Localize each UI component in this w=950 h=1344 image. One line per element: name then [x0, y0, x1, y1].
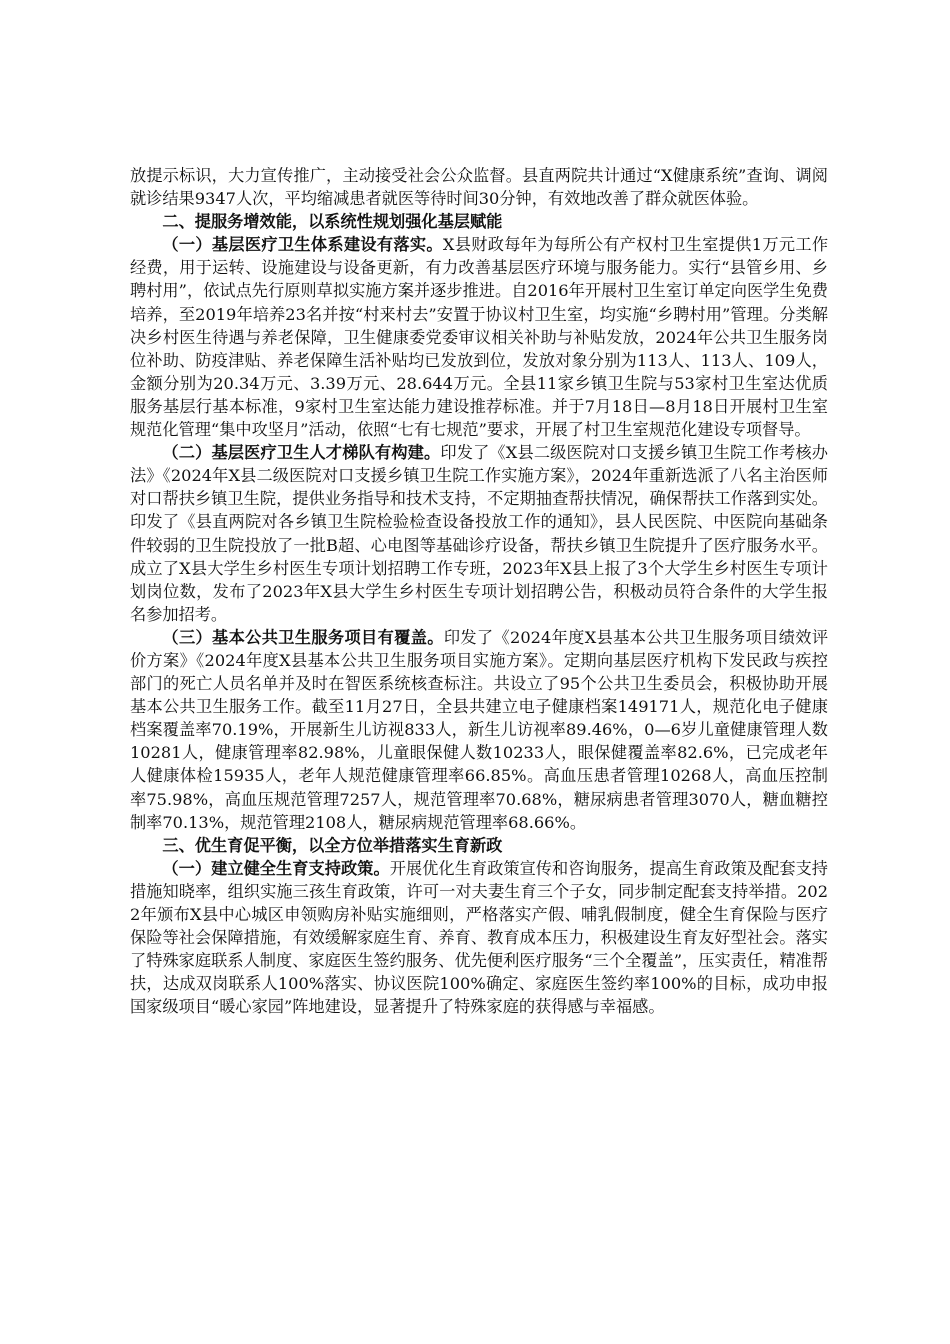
section-heading-2: 二、提服务增效能，以系统性规划强化基层赋能: [162, 212, 503, 232]
subsection-2-body: 印发了《X县二级医院对口支援乡镇卫生院工作考核办法》《2024年X县二级医院对口支援乡镇卫生院工作实施方案》，2024年重新选派了八名主治医师对口帮扶乡镇卫生院，提供业务指导和技术支持，不定期抽查帮扶情况，确保帮扶工作落到实处。印发了《县直两院对各乡镇卫生院检验检查设备投放工作的通知》，县人民医院、中医院向基础条件较弱的卫生院投放了一批B超、心电图等基础诊疗设备，帮扶乡镇卫生院提升了医疗服务水平。成立了X县大学生乡村医生专项计划招聘工作专班，2023年X县上报了3个大学生乡村医生专项计划岗位数，发布了2023年X县大学生乡村医生专项计划招聘公告，积极动员符合条件的大学生报名参加招考。: [130, 443, 828, 624]
subsection-3-body: 印发了《2024年度X县基本公共卫生服务项目绩效评价方案》《2024年度X县基本公共卫生服务项目实施方案》。定期向基层医疗机构下发民政与疾控部门的死亡人员名单并及时在智医系统核查标注。共设立了95个公共卫生委员会，积极协助开展基本公共卫生服务工作。截至11月27日，全县共建立电子健康档案149171人，规范化电子健康档案覆盖率70.19%，开展新生儿访视833人，新生儿访视率89.46%，0—6岁儿童健康管理人数10281人，健康管理率82.98%，儿童眼保健人数10233人，眼保健覆盖率82.6%，已完成老年人健康体检15935人，老年人规范健康管理率66.85%。高血压患者管理10268人，高血压控制率75.98%，高血压规范管理7257人，规范管理率70.68%，糖尿病患者管理3070人，糖血糖控制率70.13%，规范管理2108人，糖尿病规范管理率68.66%。: [130, 627, 829, 832]
subsection-1-body: X县财政每年为每所公有产权村卫生室提供1万元工作经费，用于运转、设施建设与设备更新，有力改善基层医疗环境与服务能力。实行“县管乡用、乡聘村用”，依试点先行原则草拟实施方案并逐步推进。自2016年开展村卫生室订单定向医学生免费培养，至2019年培养23名并按“村来村去”安置于协议村卫生室，均实施“乡聘村用”管理。分类解决乡村医生待遇与养老保障，卫生健康委党委审议相关补助与补贴发放，2024年公共卫生服务岗位补助、防疫津贴、养老保障生活补贴均已发放到位，发放对象分别为113人、113人、109人，金额分别为20.34万元、3.39万元、28.644万元。全县11家乡镇卫生院与53家村卫生室达优质服务基层行基本标准，9家村卫生室达能力建设推荐标准。并于7月18日—8月18日开展村卫生室规范化管理“集中攻坚月”活动，依照“七有七规范”要求，开展了村卫生室规范化建设专项督导。: [130, 235, 829, 440]
document-page: [130, 164, 828, 1018]
subsection-2: [130, 441, 828, 626]
subsection-3-title: （三）基本公共卫生服务项目有覆盖。: [162, 627, 444, 647]
subsection-1-title: （一）基层医疗卫生体系建设有落实。: [162, 235, 443, 255]
subsection-3: [130, 626, 828, 834]
subsection-2-title: （二）基层医疗卫生人才梯队有构建。: [162, 443, 441, 463]
paragraph-continuation: 放提示标识，大力宣传推广，主动接受社会公众监督。县直两院共计通过“X健康系统”查询、调阅就诊结果9347人次，平均缩减患者就医等待时间30分钟，有效地改善了群众就医体验。: [130, 166, 828, 209]
subsection-4-body: 开展优化生育政策宣传和咨询服务，提高生育政策及配套支持措施知晓率，组织实施三孩生育政策，许可一对夫妻生育三个子女，同步制定配套支持举措。2022年颁布X县中心城区申领购房补贴实施细则，严格落实产假、哺乳假制度，健全生育保险与医疗保险等社会保障措施，有效缓解家庭生育、养育、教育成本压力，积极建设生育友好型社会。落实了特殊家庭联系人制度、家庭医生签约服务、优先便利医疗服务“三个全覆盖”，压实责任，精准帮扶，达成双岗联系人100%落实、协议医院100%确定、家庭医生签约率100%的目标，成功申报国家级项目“暖心家园”阵地建设，显著提升了特殊家庭的获得感与幸福感。: [130, 858, 828, 1017]
subsection-4: [130, 857, 828, 1019]
subsection-4-title: （一）建立健全生育支持政策。: [162, 858, 390, 878]
section-heading-3: 三、优生育促平衡，以全方位举措落实生育新政: [162, 835, 503, 855]
subsection-1: [130, 233, 828, 441]
